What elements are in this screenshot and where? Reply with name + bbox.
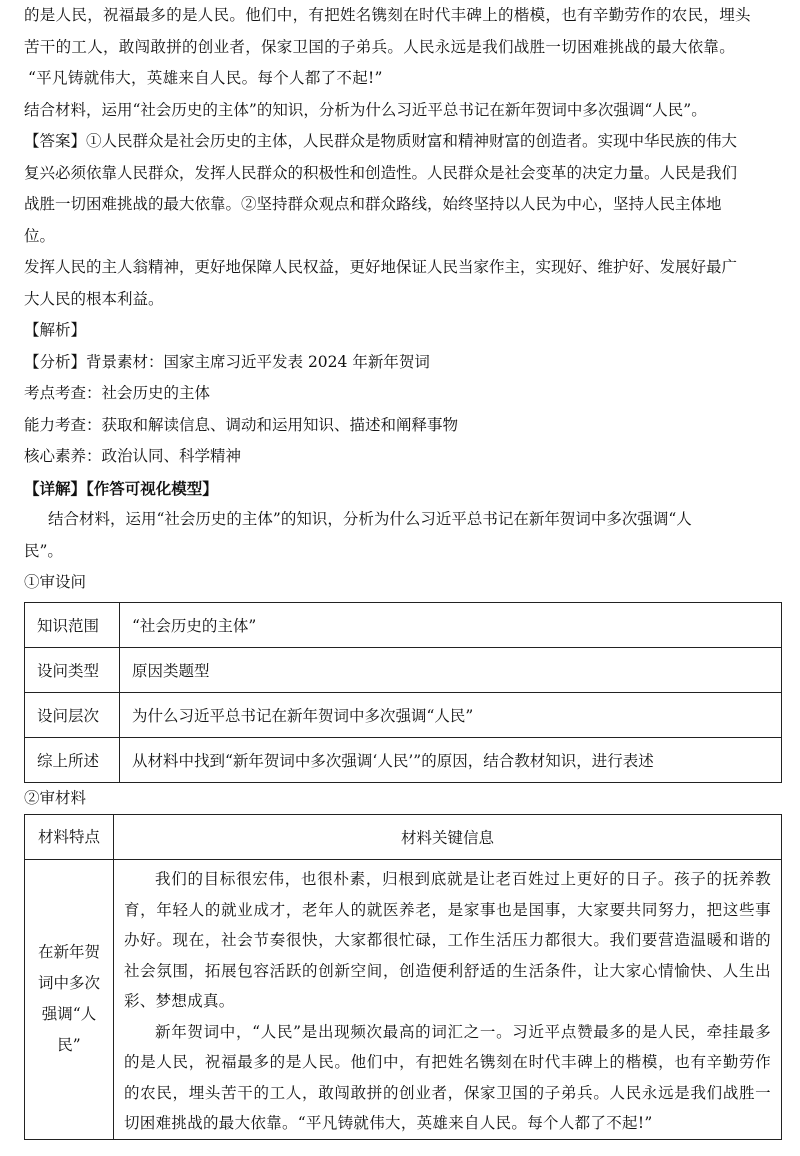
answer-line: 战胜一切困难挑战的最大依靠。②坚持群众观点和群众路线，始终坚持以人民为中心，坚持人民主体地 — [24, 195, 722, 213]
material-paragraph: 我们的目标很宏伟，也很朴素，归根到底就是让老百姓过上更好的日子。孩子的抚养教育，年轻人的就业成才，老年人的就医养老，是家事也是国事，大家要共同努力，把这些事办好。现在，社会节奏很快，大家都很忙碌，工作生活压力都很大。我们要营造温暖和谐的社会氛围，拓展包容活跃的创新空间，创造便利舒适的生活条件，让大家心情愉快、人生出彩、梦想成真。 — [124, 870, 771, 1010]
material-analysis-table — [24, 814, 782, 1140]
answer-line: 复兴必须依靠人民群众，发挥人民群众的积极性和创造性。人民群众是社会变革的决定力量。人民是我们 — [24, 163, 738, 182]
material-paragraph: 新年贺词中，“人民”是出现频次最高的词汇之一。习近平点赞最多的是人民，牵挂最多的是人民，祝福最多的是人民。他们中，有把姓名镌刻在时代丰碑上的楷模，也有辛勤劳作的农民，埋头苦干的工人，敢闯敢拼的创业者，保家卫国的子弟兵。人民永远是我们战胜一切困难挑战的最大依靠。“平凡铸就伟大，英雄来自人民。每个人都了不起!” — [124, 1022, 771, 1132]
answer-line: 位。 — [24, 226, 56, 245]
table-row — [25, 860, 782, 1140]
table-row — [25, 602, 782, 647]
fenxi-tag: 【分析】 — [24, 352, 87, 371]
answer-line: 发挥人民的主人翁精神，更好地保障人民权益，更好地保证人民当家作主，实现好、维护好、发展好最广 — [24, 258, 738, 276]
answer-tag: 【答案】 — [24, 132, 87, 150]
table-value-cell: “社会历史的主体” — [120, 602, 782, 647]
material-key-info-cell — [114, 860, 782, 1140]
table-value-cell: 从材料中找到“新年贺词中多次强调‘人民’”的原因，结合教材知识，进行表述 — [120, 737, 782, 782]
table-row — [25, 647, 782, 692]
fenxi-text: 背景素材：国家主席习近平发表 2024 年新年贺词 — [86, 352, 430, 371]
question-analysis-table — [24, 602, 782, 783]
table-key-cell: 设问类型 — [25, 647, 120, 692]
restated-question-line: 民”。 — [24, 541, 63, 560]
question-text: 结合材料，运用“社会历史的主体”的知识，分析为什么习近平总书记在新年贺词中多次强调“人民”。 — [24, 100, 707, 119]
step1-label: ①审设问 — [24, 573, 87, 591]
analysis-heading: 【解析】 — [24, 321, 87, 339]
intro-line: “平凡铸就伟大，英雄来自人民。每个人都了不起!” — [28, 69, 383, 87]
intro-line: 苦干的工人，敢闯敢拼的创业者，保家卫国的子弟兵。人民永远是我们战胜一切困难挑战的最大依靠。 — [24, 37, 736, 56]
answer-line: ①人民群众是社会历史的主体，人民群众是物质财富和精神财富的创造者。实现中华民族的伟大 — [86, 132, 738, 150]
step2-label: ②审材料 — [24, 788, 87, 807]
table-row — [25, 692, 782, 737]
answer-section — [24, 126, 782, 315]
answer-line: 大人民的根本利益。 — [24, 289, 164, 308]
material-feature-cell: 在新年贺词中多次强调“人民” — [25, 860, 114, 1140]
column-header-key-info: 材料关键信息 — [114, 815, 782, 860]
table-key-cell: 知识范围 — [25, 602, 120, 647]
intro-line: 的是人民，祝福最多的是人民。他们中，有把姓名镌刻在时代丰碑上的楷模，也有辛勤劳作的农民，埋头 — [24, 6, 751, 24]
table-key-cell: 综上所述 — [25, 737, 120, 782]
table-value-cell: 为什么习近平总书记在新年贺词中多次强调“人民” — [120, 692, 782, 737]
table-header-row — [25, 815, 782, 860]
column-header-feature: 材料特点 — [25, 815, 114, 860]
table-row — [25, 737, 782, 782]
detail-heading: 【详解】【作答可视化模型】 — [24, 478, 218, 498]
restated-question-line: 结合材料，运用“社会历史的主体”的知识，分析为什么习近平总书记在新年贺词中多次强调“人 — [48, 510, 692, 528]
nengli-text: 能力考查：获取和解读信息、调动和运用知识、描述和阐释事物 — [24, 415, 459, 434]
suyang-text: 核心素养：政治认同、科学精神 — [24, 447, 242, 465]
table-value-cell: 原因类题型 — [120, 647, 782, 692]
kaodian-text: 考点考查：社会历史的主体 — [24, 384, 211, 402]
intro-passage — [24, 0, 782, 95]
table-key-cell: 设问层次 — [25, 692, 120, 737]
